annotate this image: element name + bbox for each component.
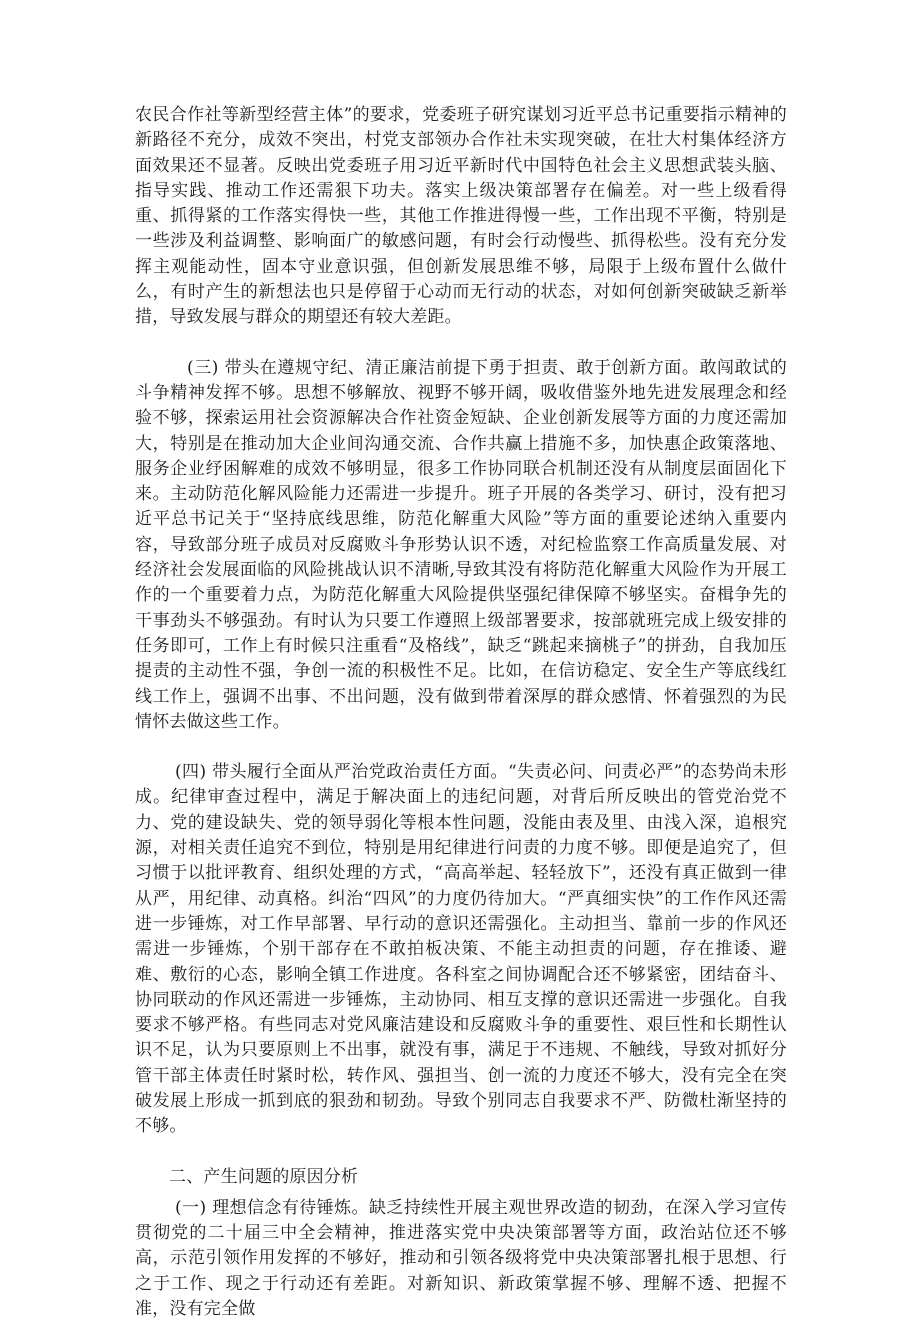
paragraph-section-4: (四) 带头履行全面从严治党政治责任方面。“失责必问、问责必严”的态势尚未形成。纪律审查过程中，满足于解决面上的违纪问题，对背后所反映出的管党治党不力、党的建设缺失、党的领导弱化等根本性问题，没能由表及里、由浅入深，追根究源，对相关责任追究不到位，特别是用纪律进行问责的力度不够。即便是追究了，但习惯于以批评教育、组织处理的方式，“高高举起、轻轻放下”，还没有真正做到一律从严，用纪律、动真格。纠治“四风”的力度仍待加大。“严真细实快”的工作作风还需进一步锤炼，对工作早部署、早行动的意识还需强化。主动担当、靠前一步的作风还需进一步锤炼，个别干部存在不敢拍板决策、不能主动担责的问题，存在推诿、避难、敷衍的心态，影响全镇工作进度。各科室之间协调配合还不够紧密，团结奋斗、协同联动的作风还需进一步锤炼，主动协同、相互支撑的意识还需进一步强化。自我要求不够严格。有些同志对党风廉洁建设和反腐败斗争的重要性、艰巨性和长期性认识不足，认为只要原则上不出事，就没有事，满足于不违规、不触线，导致对抓好分管干部主体责任时紧时松，转作风、强担当、创一流的力度还不够大，没有完全在突破发展上形成一抓到底的狠劲和韧劲。导致个别同志自我要求不严、防微杜渐坚持的不够。 — [135, 762, 787, 1137]
paragraph-continuation: 农民合作社等新型经营主体”的要求，党委班子研究谋划习近平总书记重要指示精神的新路径不充分，成效不突出，村党支部领办合作社未实现突破，在壮大村集体经济方面效果还不显著。反映出党委班子用习近平新时代中国特色社会主义思想武装头脑、指导实践、推动工作还需狠下功夫。落实上级决策部署存在偏差。对一些上级看得重、抓得紧的工作落实得快一些，其他工作推进得慢一些，工作出现不平衡，特别是一些涉及利益调整、影响面广的敏感问题，有时会行动慢些、抓得松些。没有充分发挥主观能动性，固本守业意识强，但创新发展思维不够，局限于上级布置什么做什么，有时产生的新想法也只是停留于心动而无行动的状态，对如何创新突破缺乏新举措，导致发展与群众的期望还有较大差距。 — [135, 105, 787, 328]
paragraph-cause-1: (一) 理想信念有待锤炼。缺乏持续性开展主观世界改造的韧劲，在深入学习宣传贯彻党的二十届三中全会精神，推进落实党中央决策部署等方面，政治站位还不够高，示范引领作用发挥的不够好，推动和引领各级将党中央决策部署扎根于思想、行之于工作、现之于行动还有差距。对新知识、新政策掌握不够、理解不透、把握不准，没有完全做 — [135, 1197, 787, 1320]
paragraph-section-3: (三) 带头在遵规守纪、清正廉洁前提下勇于担责、敢于创新方面。敢闯敢试的斗争精神发挥不够。思想不够解放、视野不够开阔，吸收借鉴外地先进发展理念和经验不够，探索运用社会资源解决合作社资金短缺、企业创新发展等方面的力度还需加大，特别是在推动加大企业间沟通交流、合作共赢上措施不多，加快惠企政策落地、服务企业纾困解难的成效不够明显，很多工作协同联合机制还没有从制度层面固化下来。主动防范化解风险能力还需进一步提升。班子开展的各类学习、研讨，没有把习近平总书记关于“坚持底线思维，防范化解重大风险”等方面的重要论述纳入重要内容，导致部分班子成员对反腐败斗争形势认识不透，对纪检监察工作高质量发展、对经济社会发展面临的风险挑战认识不清晰,导致其没有将防范化解重大风险作为开展工作的一个重要着力点，为防范化解重大风险提供坚强纪律保障不够坚实。奋楫争先的干事劲头不够强劲。有时认为只要工作遵照上级部署要求，按部就班完成上级安排的任务即可，工作上有时候只注重看“及格线”，缺乏“跳起来摘桃子”的拼劲，自我加压提责的主动性不强，争创一流的积极性不足。比如，在信访稳定、安全生产等底线红线工作上，强调不出事、不出问题，没有做到带着深厚的群众感情、怀着强烈的为民情怀去做这些工作。 — [135, 357, 787, 732]
document-page — [135, 103, 787, 1322]
section-heading-cause-analysis: 二、产生问题的原因分析 — [169, 1166, 359, 1187]
